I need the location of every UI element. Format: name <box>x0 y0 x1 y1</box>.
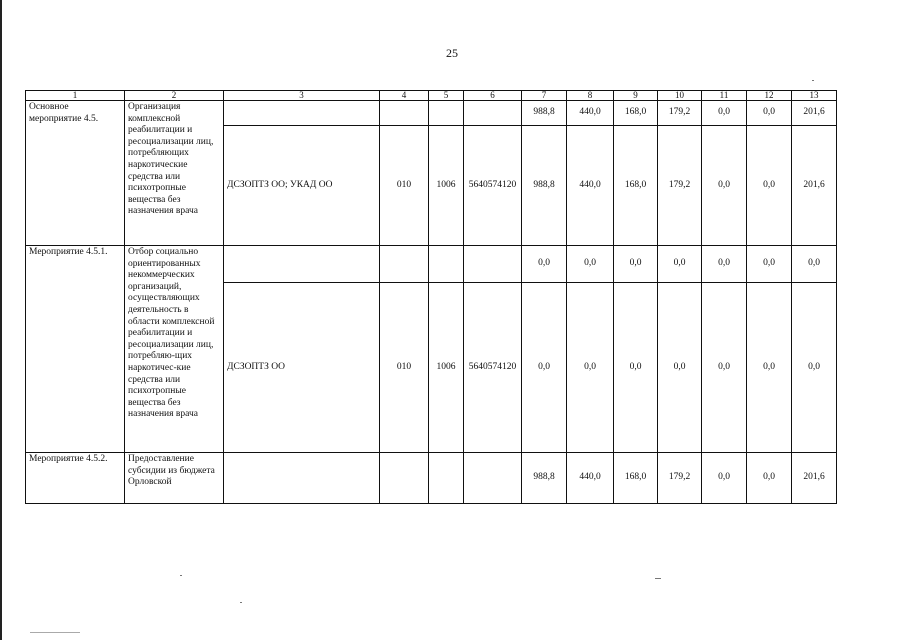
value-cell: 0,0 <box>747 453 792 504</box>
header-cell: 3 <box>224 91 380 101</box>
executor-cell: ДСЗОПТЗ ОО <box>224 283 380 453</box>
value-cell: 168,0 <box>614 453 658 504</box>
header-cell: 4 <box>380 91 429 101</box>
code-cell: 1006 <box>429 283 464 453</box>
empty-cell <box>224 453 380 504</box>
description-cell: Организация комплексной реабилитации и ресоциализации лиц, потребляющих наркотические средства или психотропные вещества без назначения врача <box>125 101 224 246</box>
value-cell: 0,0 <box>792 283 837 453</box>
value-cell: 0,0 <box>614 246 658 283</box>
code-cell: 5640574120 <box>464 283 522 453</box>
table-row-total <box>26 101 837 126</box>
value-cell: 201,6 <box>792 126 837 246</box>
value-cell: 0,0 <box>567 283 614 453</box>
header-cell: 7 <box>522 91 567 101</box>
value-cell: 0,0 <box>792 246 837 283</box>
value-cell: 440,0 <box>567 453 614 504</box>
activity-cell: Мероприятие 4.5.1. <box>26 246 125 453</box>
value-cell: 0,0 <box>702 101 747 126</box>
value-cell: 0,0 <box>614 283 658 453</box>
empty-cell <box>224 246 380 283</box>
value-cell: 0,0 <box>702 283 747 453</box>
scan-speck <box>30 632 80 633</box>
value-cell: 179,2 <box>658 453 702 504</box>
value-cell: 0,0 <box>702 126 747 246</box>
value-cell: 0,0 <box>702 453 747 504</box>
executor-cell: ДСЗОПТЗ ОО; УКАД ОО <box>224 126 380 246</box>
value-cell: 201,6 <box>792 101 837 126</box>
empty-cell <box>380 101 429 126</box>
value-cell: 988,8 <box>522 126 567 246</box>
table-row-total <box>26 246 837 283</box>
value-cell: 988,8 <box>522 453 567 504</box>
value-cell: 201,6 <box>792 453 837 504</box>
activity-cell: Основное мероприятие 4.5. <box>26 101 125 246</box>
value-cell: 168,0 <box>614 126 658 246</box>
header-cell: 6 <box>464 91 522 101</box>
empty-cell <box>380 453 429 504</box>
empty-cell <box>429 246 464 283</box>
empty-cell <box>429 101 464 126</box>
empty-cell <box>464 453 522 504</box>
empty-cell <box>429 453 464 504</box>
scan-speck <box>180 575 182 576</box>
header-cell: 8 <box>567 91 614 101</box>
header-cell: 10 <box>658 91 702 101</box>
value-cell: 0,0 <box>747 246 792 283</box>
description-cell: Отбор социально ориентированных некоммерческих организаций, осуществляющих деятельность в области комплексной реабилитации и ресоциализации лиц, потребляю-щих наркотичес-кие средства или психотропные вещества без назначения врача <box>125 246 224 453</box>
value-cell: 0,0 <box>658 246 702 283</box>
value-cell: 440,0 <box>567 101 614 126</box>
value-cell: 988,8 <box>522 101 567 126</box>
description-cell: Предоставление субсидии из бюджета Орловской <box>125 453 224 504</box>
header-cell: 5 <box>429 91 464 101</box>
page-edge-line <box>0 0 2 640</box>
code-cell: 010 <box>380 283 429 453</box>
empty-cell <box>464 101 522 126</box>
value-cell: 0,0 <box>747 126 792 246</box>
value-cell: 0,0 <box>658 283 702 453</box>
value-cell: 0,0 <box>702 246 747 283</box>
value-cell: 179,2 <box>658 101 702 126</box>
empty-cell <box>224 101 380 126</box>
header-cell: 12 <box>747 91 792 101</box>
header-cell: 13 <box>792 91 837 101</box>
header-cell: 11 <box>702 91 747 101</box>
value-cell: 0,0 <box>522 246 567 283</box>
code-cell: 5640574120 <box>464 126 522 246</box>
scan-speck <box>240 602 242 603</box>
header-row <box>26 91 837 101</box>
budget-table <box>25 90 837 504</box>
table-row-total <box>26 453 837 504</box>
value-cell: 0,0 <box>567 246 614 283</box>
scan-speck <box>812 80 814 81</box>
value-cell: 179,2 <box>658 126 702 246</box>
value-cell: 440,0 <box>567 126 614 246</box>
code-cell: 010 <box>380 126 429 246</box>
header-cell: 9 <box>614 91 658 101</box>
empty-cell <box>380 246 429 283</box>
value-cell: 168,0 <box>614 101 658 126</box>
value-cell: 0,0 <box>522 283 567 453</box>
header-cell: 2 <box>125 91 224 101</box>
value-cell: 0,0 <box>747 283 792 453</box>
page-number: 25 <box>446 46 458 60</box>
code-cell: 1006 <box>429 126 464 246</box>
empty-cell <box>464 246 522 283</box>
header-cell: 1 <box>26 91 125 101</box>
scan-speck <box>655 578 661 579</box>
value-cell: 0,0 <box>747 101 792 126</box>
activity-cell: Мероприятие 4.5.2. <box>26 453 125 504</box>
